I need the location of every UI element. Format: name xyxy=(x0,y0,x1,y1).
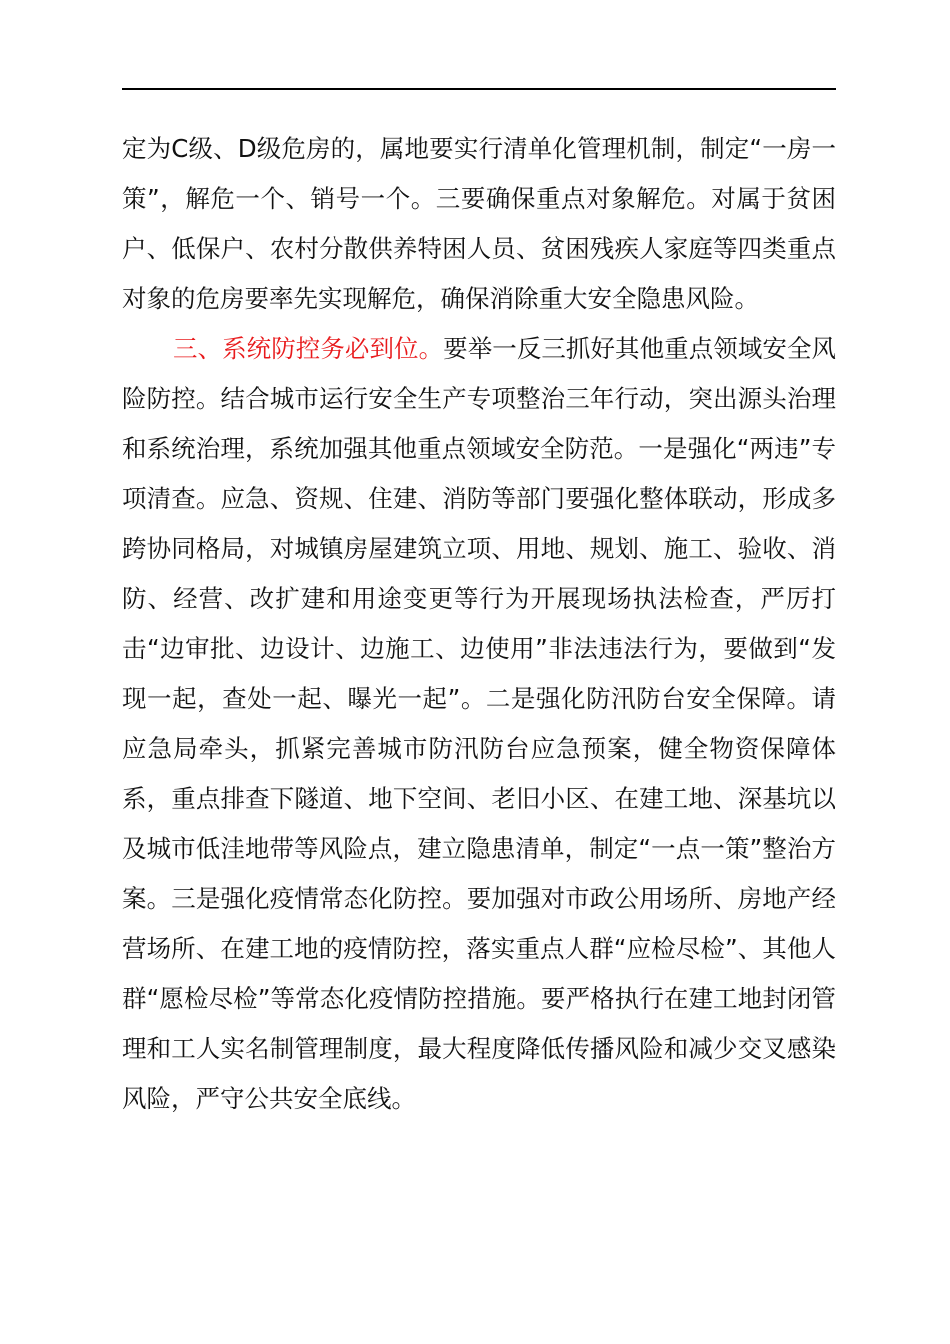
paragraph-continuation xyxy=(122,124,836,324)
paragraph-text: 定为C级、D级危房的，属地要实行清单化管理机制，制定“一房一策”，解危一个、销号一个。三要确保重点对象解危。对属于贫困户、低保户、农村分散供养特困人员、贫困残疾人家庭等四类重点对象的危房要率先实现解危，确保消除重大安全隐患风险。 xyxy=(122,134,836,313)
paragraph-section-three xyxy=(122,324,836,1124)
section-heading: 三、系统防控务必到位。 xyxy=(173,334,444,363)
paragraph-text: 要举一反三抓好其他重点领域安全风险防控。结合城市运行安全生产专项整治三年行动，突出源头治理和系统治理，系统加强其他重点领域安全防范。一是强化“两违”专项清查。应急、资规、住建、消防等部门要强化整体联动，形成多跨协同格局，对城镇房屋建筑立项、用地、规划、施工、验收、消防、经营、改扩建和用途变更等行为开展现场执法检查，严厉打击“边审批、边设计、边施工、边使用”非法违法行为，要做到“发现一起，查处一起、曝光一起”。二是强化防汛防台安全保障。请应急局牵头，抓紧完善城市防汛防台应急预案，健全物资保障体系，重点排查下隧道、地下空间、老旧小区、在建工地、深基坑以及城市低洼地带等风险点，建立隐患清单，制定“一点一策”整治方案。三是强化疫情常态化防控。要加强对市政公用场所、房地产经营场所、在建工地的疫情防控，落实重点人群“应检尽检”、其他人群“愿检尽检”等常态化疫情防控措施。要严格执行在建工地封闭管理和工人实名制管理制度，最大程度降低传播风险和减少交叉感染风险，严守公共安全底线。 xyxy=(122,334,837,1113)
header-rule xyxy=(122,88,836,90)
document-body xyxy=(122,124,836,1124)
